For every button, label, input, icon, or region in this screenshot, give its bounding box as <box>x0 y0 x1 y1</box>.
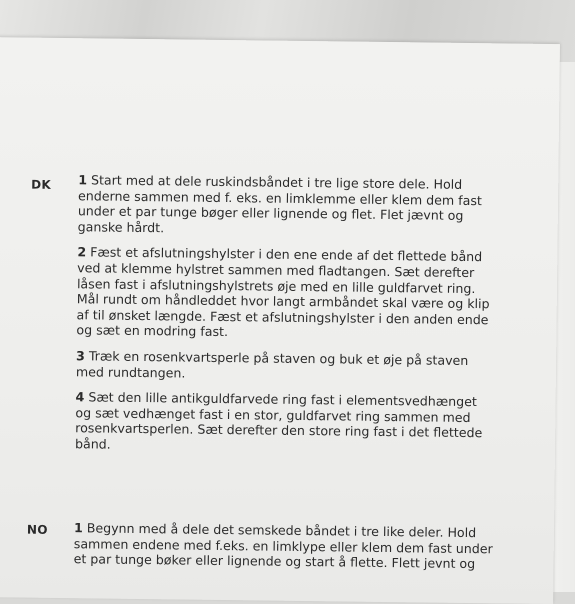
step-text: Træk en rosenkvartsperle på staven og buk et øje på staven med rundtangen. <box>75 348 469 381</box>
step-number: 1 <box>73 520 83 536</box>
instruction-step <box>76 245 497 344</box>
step-text: Start med at dele ruskindsbåndet i tre lige store dele. Hold enderne sammen med f. eks. en limklemme eller klem dem fast under et par tunge bøger eller lignende og flet. Flet jævnt og ganske hårdt. <box>77 172 482 236</box>
instruction-step <box>75 389 496 457</box>
step-text: Fæst et afslutningshylster i den ene ende af det flettede bånd ved at klemme hylstret sammen med fladtangen. Sæt derefter låsen fast i afslutningshylstrets øje med en lille guldfarvet ring. Mål rundt om håndleddet hvor langt armbåndet skal være og klip af til ønsket længde. Fæst et afslutningshylster i den anden ende og sæt en modring fast. <box>76 244 490 340</box>
instruction-block-no <box>73 520 494 582</box>
step-number: 1 <box>78 172 88 188</box>
instruction-step <box>74 520 495 572</box>
instruction-step <box>76 348 496 384</box>
step-number: 2 <box>77 244 87 260</box>
step-number: 3 <box>76 348 85 364</box>
step-number: 4 <box>75 389 85 405</box>
step-text: Begynn med å dele det semskede båndet i tre like deler. Hold sammen endene med f.eks. en limklype eller klem dem fast under et par tunge bøker eller lignende og start å flette. Flett jevnt og <box>73 520 493 572</box>
section-lang-label: NO <box>26 522 48 537</box>
section-lang-label: DK <box>31 177 52 192</box>
instruction-step <box>78 172 499 240</box>
step-text: Sæt den lille antikguldfarvede ring fast i elementsvedhænget og sæt vedhænget fast i en stor, guldfarvet ring sammen med rosenkvartsperlen. Sæt derefter den store ring fast i det flettede bånd. <box>74 389 483 452</box>
book-page <box>0 37 560 604</box>
instruction-block-dk <box>75 172 499 467</box>
